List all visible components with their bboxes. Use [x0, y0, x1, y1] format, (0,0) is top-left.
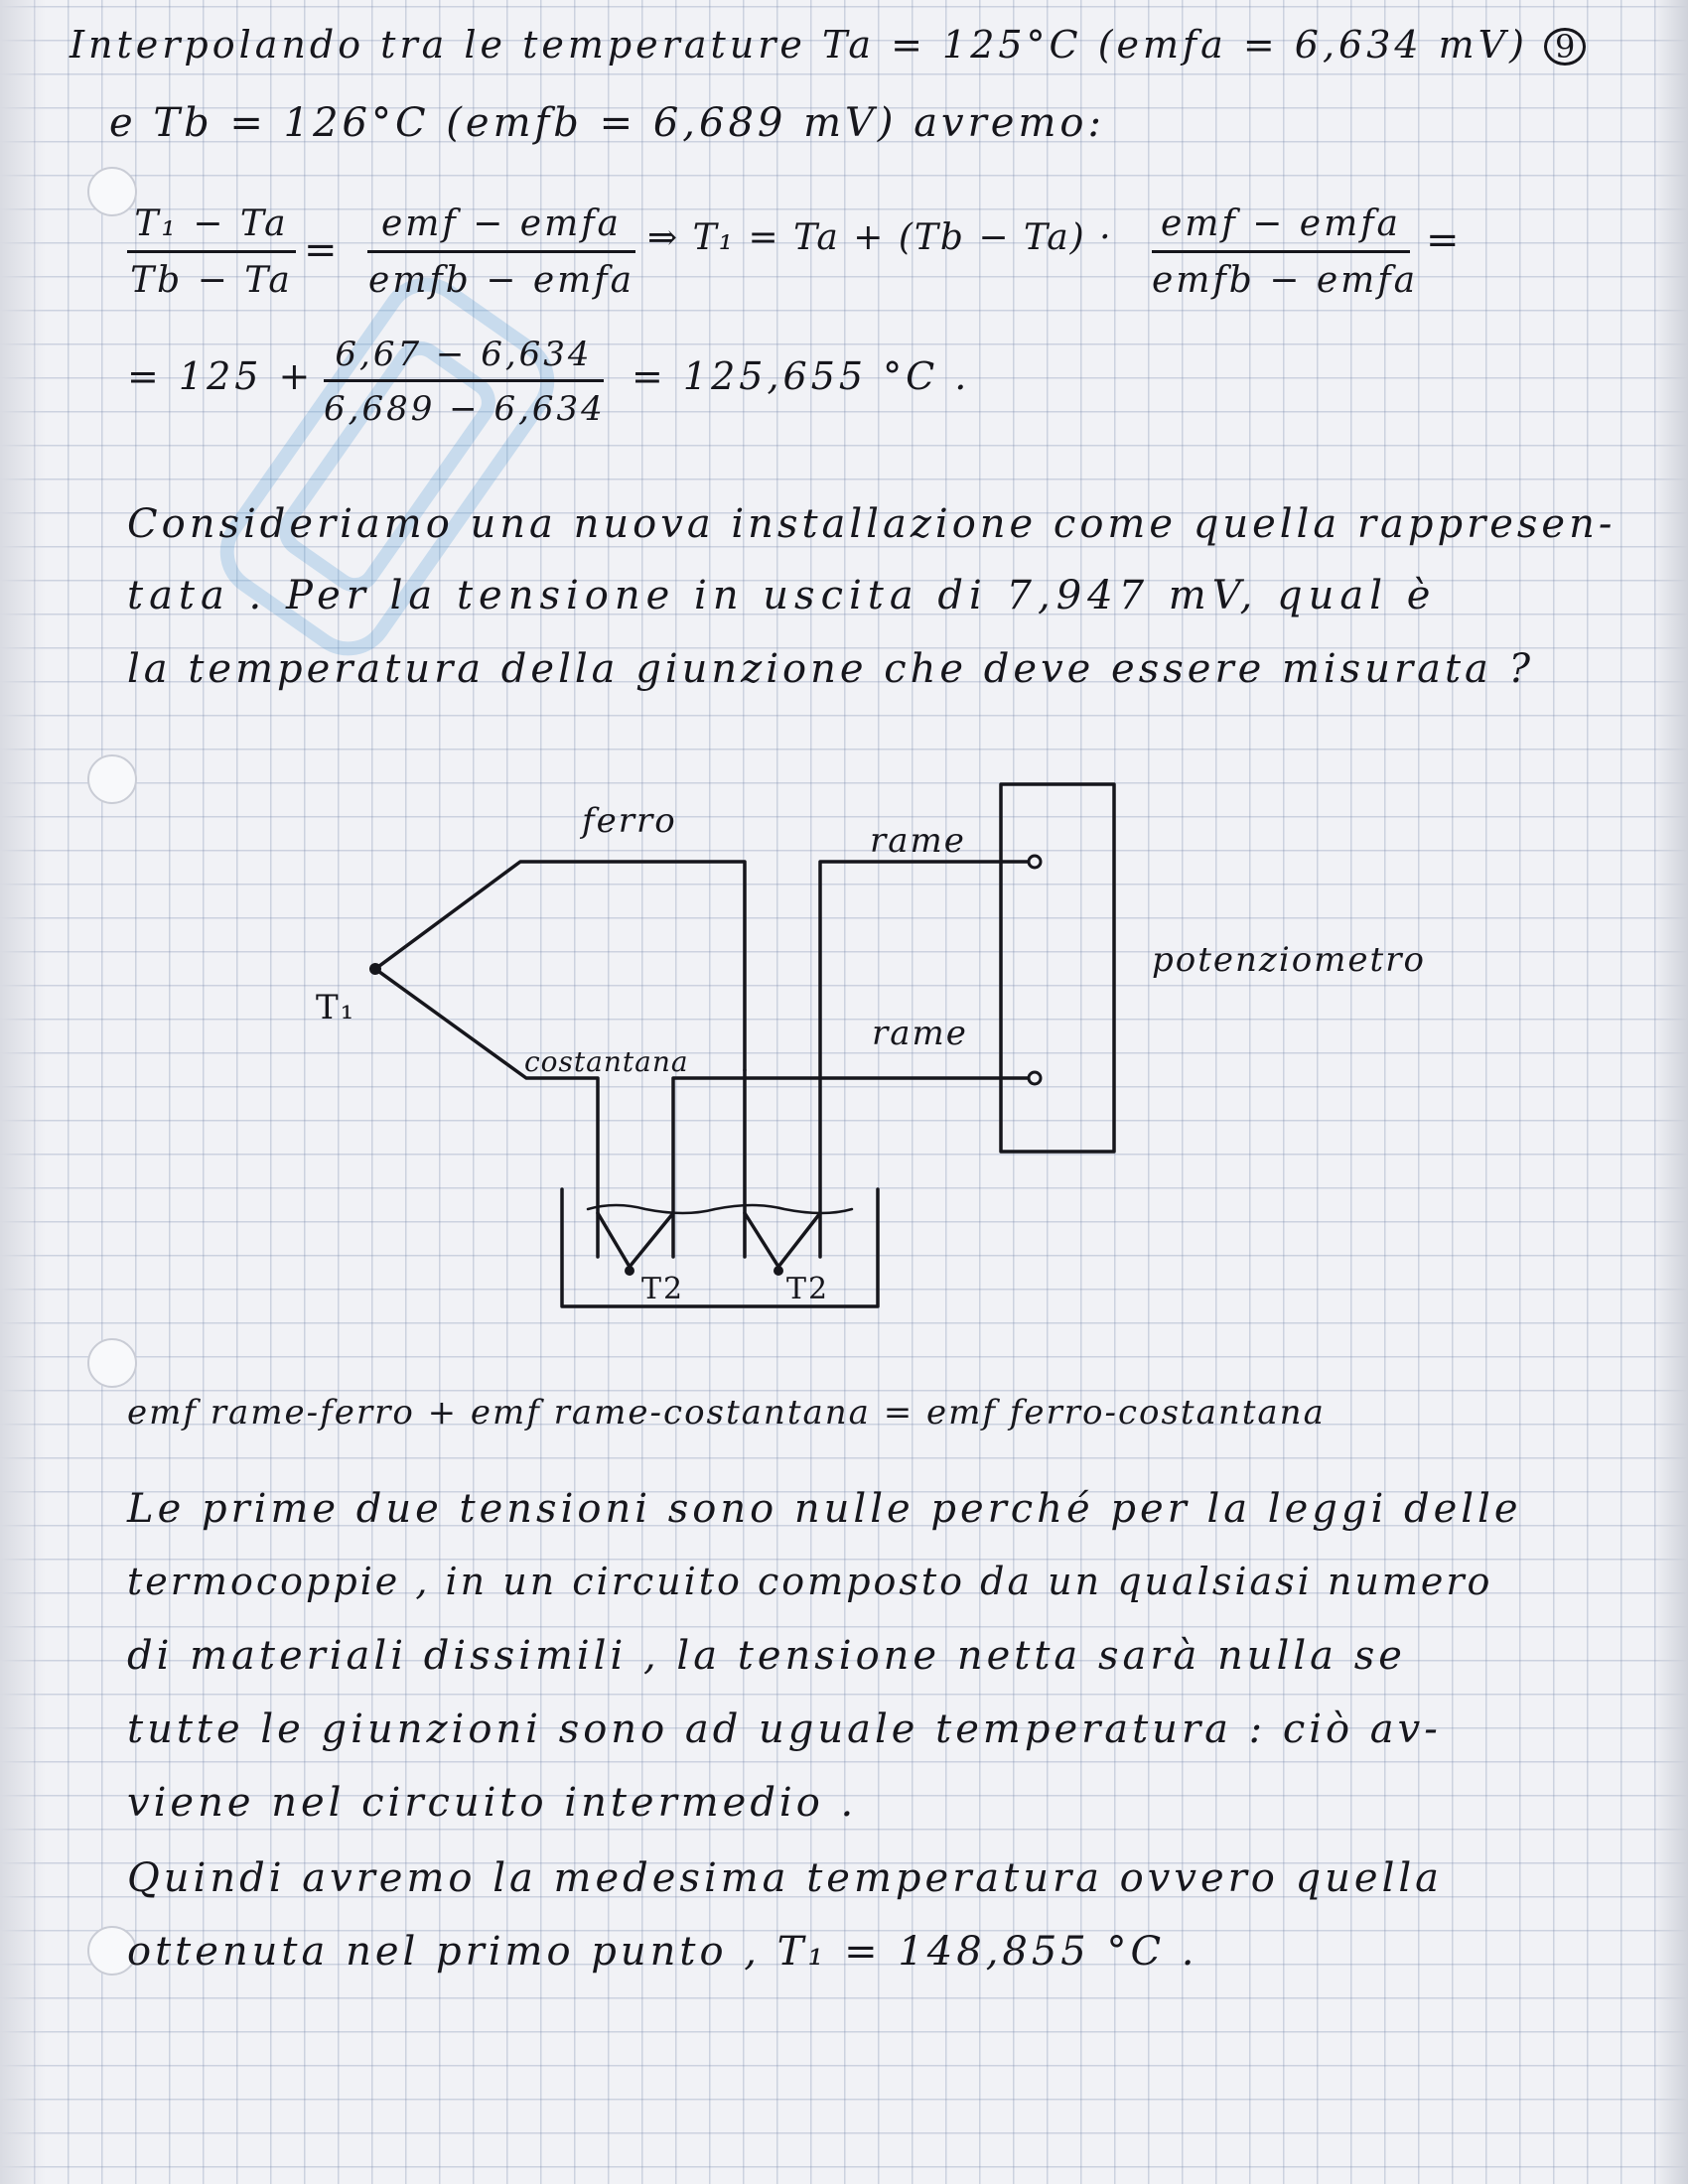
implication-expression: ⇒ T₁ = Ta + (Tb − Ta) ·: [647, 217, 1113, 258]
equals-sign: =: [304, 227, 342, 273]
explanation-line-2: termocoppie , in un circuito composto da un qualsiasi numero: [127, 1560, 1493, 1603]
question-line-2: tata . Per la tensione in uscita di 7,947 mV, qual è: [127, 573, 1437, 618]
label-t2-left: T2: [641, 1272, 685, 1306]
result-prefix: = 125 +: [127, 354, 315, 398]
wire-ferro: [375, 862, 745, 1070]
junction-t2-left-dot: [625, 1266, 634, 1276]
header-line-1-text: Interpolando tra le temperature Ta = 125°C (emfa = 6,634 mV): [70, 23, 1528, 67]
explanation-line-1: Le prime due tensioni sono nulle perché per la leggi delle: [127, 1486, 1522, 1532]
potentiometer-box: [1001, 784, 1114, 1152]
reference-junction-left: [598, 1213, 673, 1267]
trailing-equals: =: [1426, 217, 1464, 263]
junction-t1-dot: [369, 963, 381, 975]
fraction-lhs-denominator: Tb − Ta: [130, 260, 293, 301]
explanation-line-3: di materiali dissimili , la tensione netta sarà nulla se: [127, 1633, 1406, 1679]
fraction-numeric-numerator: 6,67 − 6,634: [324, 338, 604, 382]
fraction-numeric-denominator: 6,689 − 6,634: [324, 389, 606, 429]
label-t1: T₁: [316, 988, 356, 1027]
explanation-line-7: ottenuta nel primo punto , T₁ = 148,855 °C .: [127, 1929, 1198, 1975]
label-potenziometro: potenziometro: [1152, 940, 1426, 980]
ice-bath-container: [562, 1189, 878, 1306]
label-rame-top: rame: [870, 821, 966, 861]
reference-junction-right: [745, 1213, 820, 1267]
explanation-line-5: viene nel circuito intermedio .: [127, 1780, 858, 1826]
junction-t2-right-dot: [774, 1266, 783, 1276]
fraction-ratio-denominator: emfb − emfa: [1152, 260, 1419, 301]
wire-costantana: [375, 969, 598, 1257]
question-line-1: Consideriamo una nuova installazione come quella rappresen-: [127, 501, 1617, 547]
label-costantana: costantana: [524, 1045, 689, 1078]
terminal-bottom: [1029, 1072, 1041, 1084]
fraction-rhs-numerator: emf − emfa: [367, 206, 635, 253]
explanation-line-6: Quindi avremo la medesima temperatura ovvero quella: [127, 1855, 1444, 1901]
fraction-rhs-denominator: emfb − emfa: [367, 260, 635, 301]
header-line-2: e Tb = 126°C (emfb = 6,689 mV) avremo:: [109, 100, 1105, 146]
fraction-ratio-numerator: emf − emfa: [1152, 206, 1410, 253]
wire-rame-bottom: [673, 1078, 1033, 1257]
interpolation-result: = 125,655 °C .: [632, 354, 971, 398]
terminal-top: [1029, 856, 1041, 868]
problem-number-badge: 9: [1544, 28, 1586, 66]
label-t2-right: T2: [786, 1272, 830, 1306]
emf-equation: emf rame-ferro + emf rame-costantana = emf ferro-costantana: [127, 1393, 1326, 1433]
label-ferro: ferro: [582, 801, 677, 841]
label-rame-middle: rame: [872, 1014, 968, 1053]
question-line-3: la temperatura della giunzione che deve essere misurata ?: [127, 646, 1535, 692]
explanation-line-4: tutte le giunzioni sono ad uguale temperatura : ciò av-: [127, 1706, 1442, 1752]
ice-bath-liquid: [588, 1205, 852, 1213]
fraction-lhs-numerator: T₁ − Ta: [127, 206, 296, 253]
